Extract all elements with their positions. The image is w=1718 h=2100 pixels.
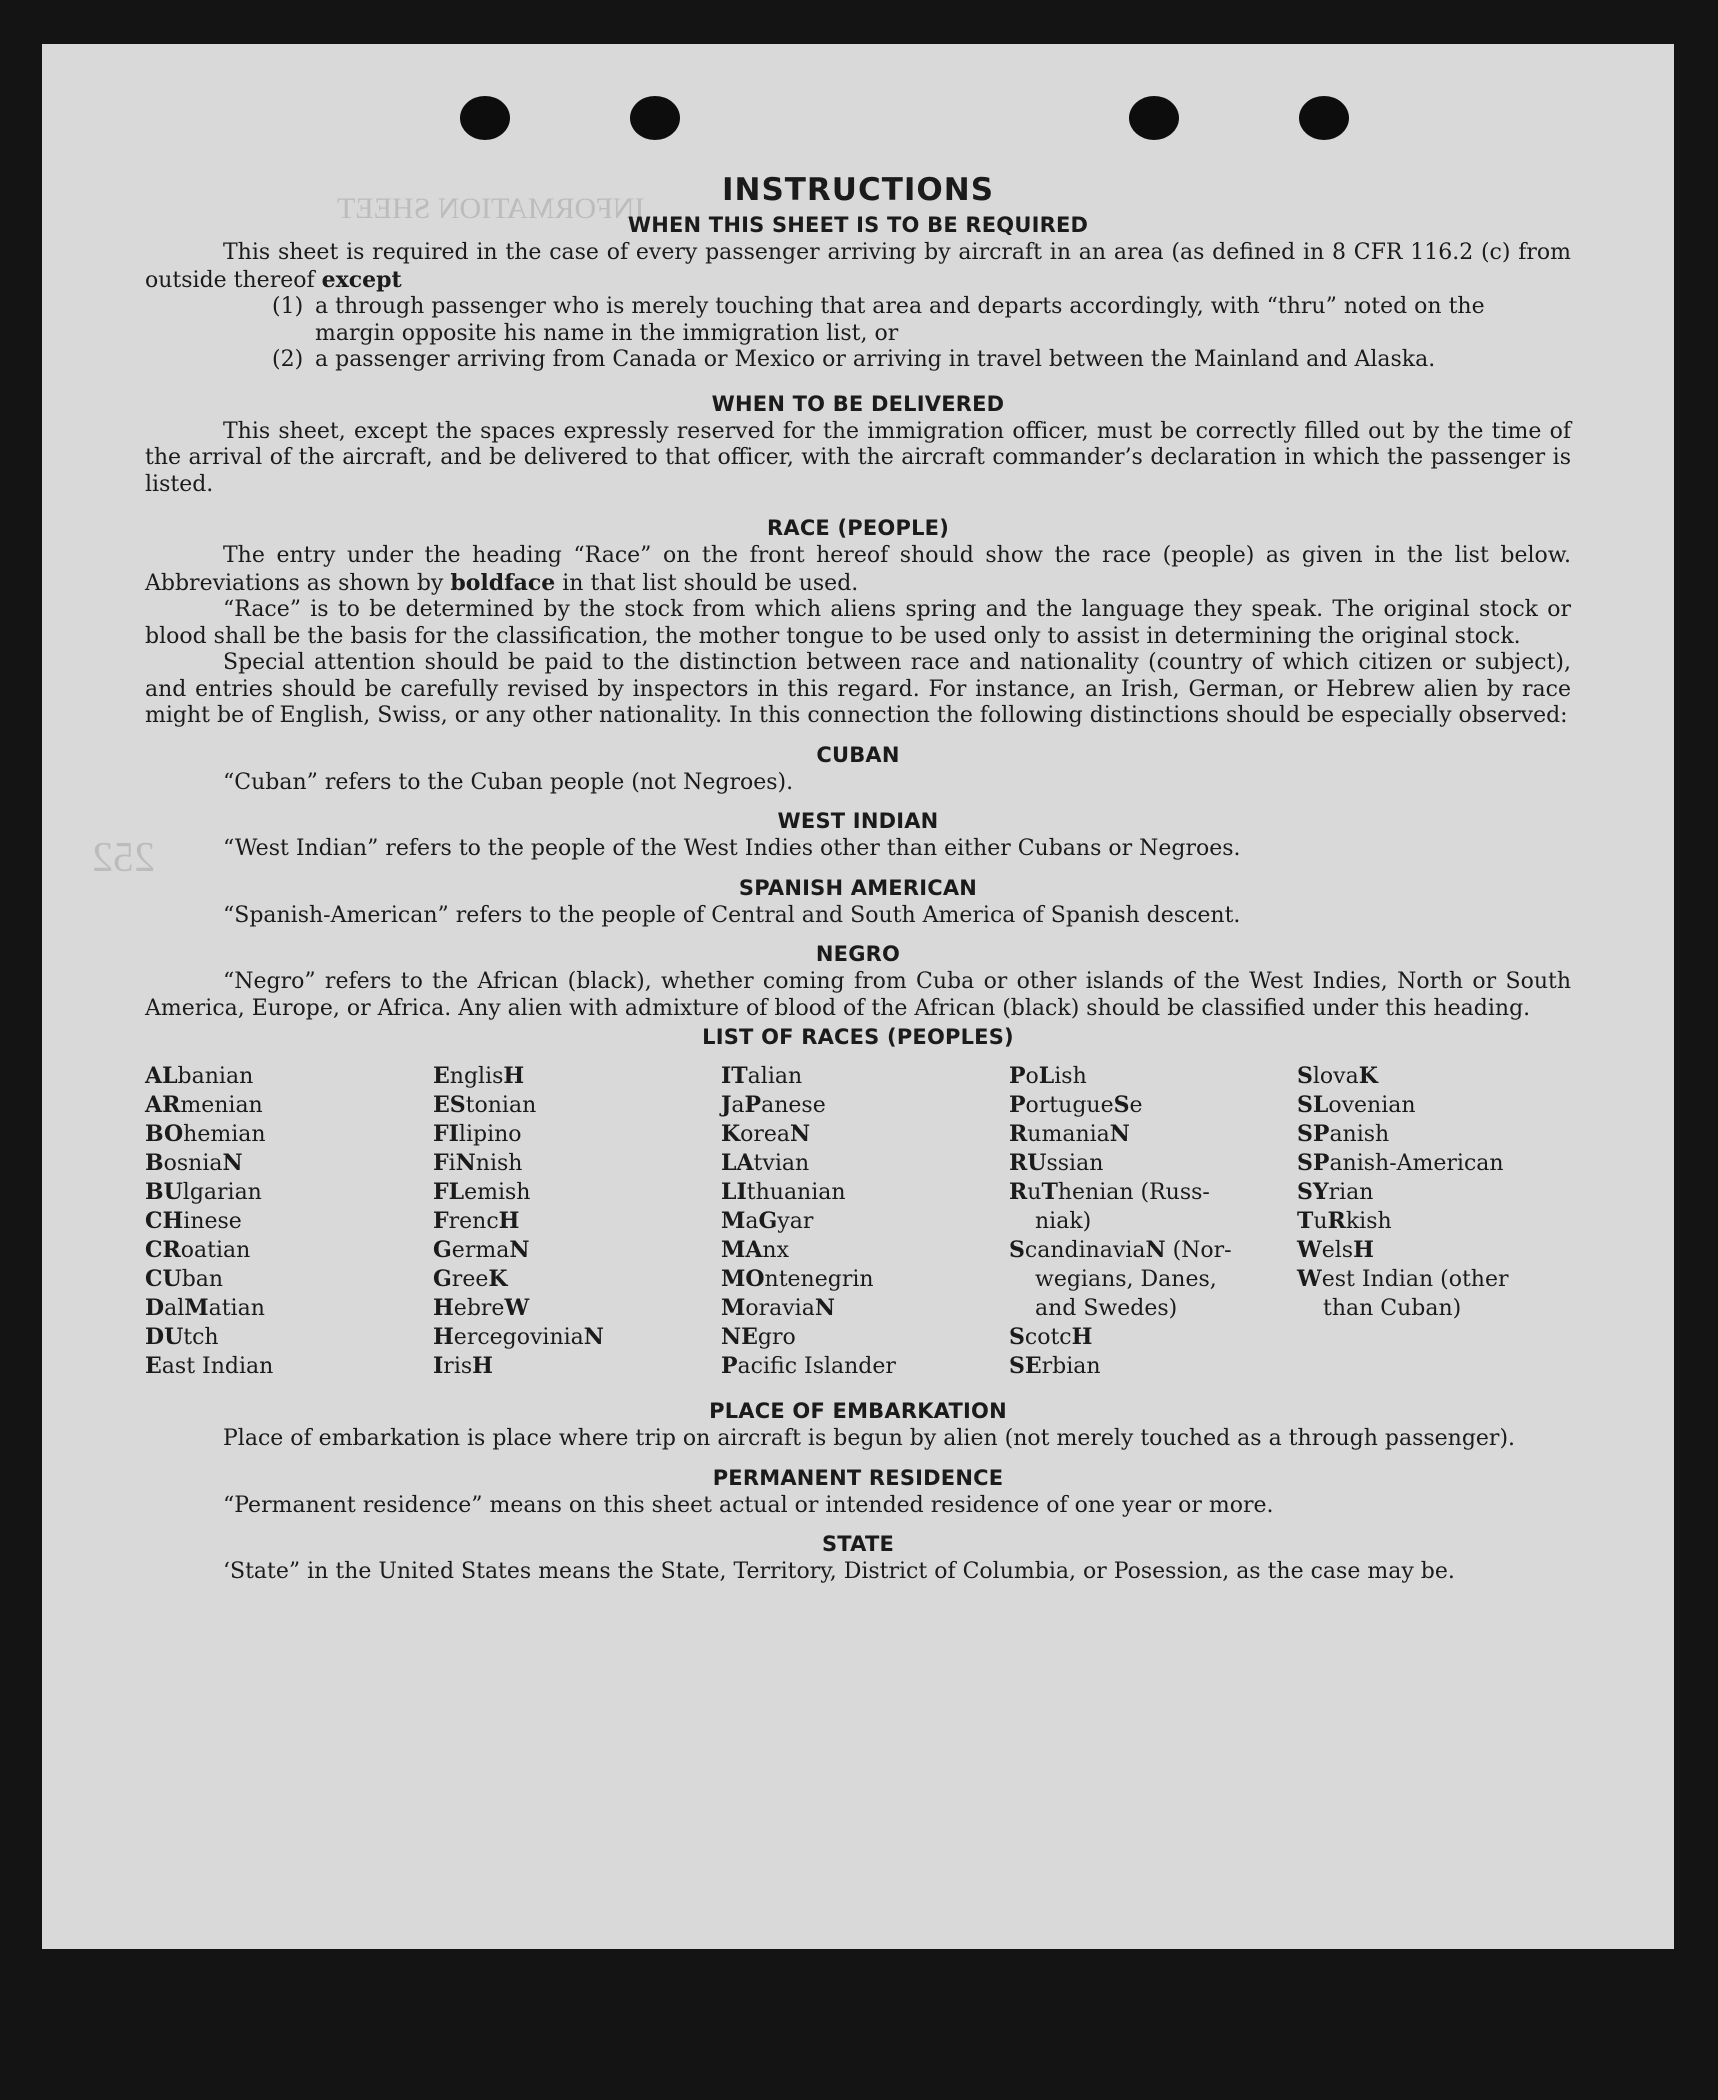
- race-entry: WelsH: [1297, 1237, 1374, 1263]
- section-heading: WEST INDIAN: [777, 809, 939, 833]
- punch-hole: [1129, 96, 1179, 140]
- race-entry: ITalian: [721, 1063, 803, 1089]
- race-entry: and Swedes): [1035, 1296, 1178, 1321]
- race-entry: GreeK: [433, 1266, 508, 1292]
- section-heading: PERMANENT RESIDENCE: [712, 1465, 1004, 1490]
- race-entry: EStonian: [433, 1092, 537, 1118]
- section-heading: STATE: [821, 1532, 895, 1556]
- section-heading: PLACE OF EMBARKATION: [709, 1399, 1007, 1423]
- race-entry: NEgro: [721, 1324, 796, 1350]
- paragraph: Special attention should be paid to the distinction between race and nationality (country of which citizen or subject), and entries should be carefully revised by inspectors in this regard. For instance, an Irish, German, or Hebrew alien by race might be of English, Swiss, or any other nationality. In this connection the following distinctions should be especially observed:: [145, 650, 1571, 728]
- section-heading: WHEN THIS SHEET IS TO BE REQUIRED: [627, 213, 1089, 237]
- race-entry: ScandinaviaN (Nor-: [1009, 1237, 1232, 1263]
- race-entry: BOhemian: [145, 1121, 266, 1147]
- page-title: INSTRUCTIONS: [721, 172, 995, 208]
- race-entry: FIlipino: [433, 1121, 522, 1147]
- list-item: (1) a through passenger who is merely touching that area and departs accordingly, with “thru” noted on the margin opposite his name in the immigration list, or: [272, 294, 1485, 346]
- races-table: [145, 1062, 1571, 1381]
- race-entry: JaPanese: [721, 1092, 826, 1118]
- race-entry: RuThenian (Russ-: [1009, 1179, 1210, 1205]
- bleed-through-text: 252: [92, 835, 155, 881]
- paragraph: ‘State” in the United States means the State, Territory, District of Columbia, or Posession, as the case may be.: [223, 1559, 1455, 1584]
- race-entry: MAnx: [721, 1237, 789, 1263]
- race-entry: CRoatian: [145, 1237, 251, 1263]
- race-entry: DalMatian: [145, 1295, 265, 1321]
- race-entry: SlovaK: [1297, 1063, 1378, 1089]
- race-entry: MoraviaN: [721, 1295, 835, 1321]
- race-entry: CUban: [145, 1266, 224, 1292]
- paragraph: Place of embarkation is place where trip on aircraft is begun by alien (not merely touched as a through passenger).: [223, 1426, 1516, 1451]
- race-entry: SErbian: [1009, 1353, 1101, 1379]
- race-entry: RUssian: [1009, 1150, 1104, 1176]
- section-heading: RACE (PEOPLE): [767, 516, 949, 540]
- race-entry: ALbanian: [145, 1063, 254, 1089]
- document-page: [42, 44, 1674, 1949]
- race-entry: FLemish: [433, 1179, 531, 1205]
- race-entry: ScotcH: [1009, 1324, 1093, 1350]
- section-heading: LIST OF RACES (PEOPLES): [702, 1025, 1014, 1049]
- race-entry: PoLish: [1009, 1063, 1087, 1089]
- race-entry: SYrian: [1297, 1179, 1374, 1205]
- race-entry: SLovenian: [1297, 1092, 1416, 1118]
- race-entry: Pacific Islander: [721, 1353, 896, 1379]
- race-entry: MOntenegrin: [721, 1266, 874, 1292]
- punch-hole: [630, 96, 680, 140]
- race-entry: IrisH: [433, 1353, 493, 1379]
- race-entry: HebreW: [433, 1295, 530, 1321]
- paragraph: This sheet is required in the case of every passenger arriving by aircraft in an area (as defined in 8 CFR 116.2 (c) from outside thereof except: [145, 240, 1571, 293]
- section-heading: NEGRO: [815, 942, 901, 966]
- race-entry: KoreaN: [721, 1121, 811, 1147]
- race-entry: RumaniaN: [1009, 1121, 1130, 1147]
- race-empty-cell: [1297, 1323, 1571, 1352]
- race-entry: wegians, Danes,: [1035, 1267, 1217, 1292]
- punch-hole: [460, 96, 510, 140]
- section-heading: CUBAN: [816, 742, 900, 767]
- race-entry: EnglisH: [433, 1063, 525, 1089]
- condition-list: [272, 294, 1571, 374]
- paragraph: “Permanent residence” means on this sheet actual or intended residence of one year or more.: [223, 1492, 1274, 1518]
- race-entry: than Cuban): [1323, 1296, 1462, 1321]
- race-entry: FrencH: [433, 1208, 520, 1234]
- paragraph: The entry under the heading “Race” on the front hereof should show the race (people) as given in the list below. Abbreviations as shown by boldface in that list should be used.: [145, 543, 1571, 596]
- race-entry: TuRkish: [1297, 1208, 1392, 1234]
- race-entry: MaGyar: [721, 1208, 814, 1234]
- punch-hole: [1299, 96, 1349, 140]
- list-item: (2) a passenger arriving from Canada or Mexico or arriving in travel between the Mainland and Alaska.: [272, 347, 1436, 372]
- paragraph: “West Indian” refers to the people of the West Indies other than either Cubans or Negroes.: [223, 836, 1241, 861]
- race-entry: niak): [1035, 1209, 1092, 1234]
- race-entry: DUtch: [145, 1324, 219, 1350]
- race-entry: BosniaN: [145, 1150, 243, 1176]
- bleed-through-text: INFORMATION SHEET: [337, 192, 645, 225]
- paragraph: “Cuban” refers to the Cuban people (not Negroes).: [223, 769, 794, 795]
- race-entry: BUlgarian: [145, 1179, 262, 1205]
- race-entry: CHinese: [145, 1208, 242, 1234]
- race-entry: LIthuanian: [721, 1179, 846, 1205]
- race-empty-cell: [1297, 1352, 1571, 1381]
- paragraph: “Negro” refers to the African (black), whether coming from Cuba or other islands of the West Indies, North or South America, Europe, or Africa. Any alien with admixture of blood of the African (black) should be classified under this heading.: [145, 969, 1571, 1021]
- instructions-body: [145, 170, 1571, 1586]
- race-entry: East Indian: [145, 1353, 274, 1379]
- race-entry: ARmenian: [145, 1092, 263, 1118]
- race-entry: HercegoviniaN: [433, 1324, 604, 1350]
- race-entry: SPanish: [1297, 1121, 1390, 1147]
- race-entry: West Indian (other: [1297, 1266, 1509, 1292]
- paragraph: This sheet, except the spaces expressly reserved for the immigration officer, must be correctly filled out by the time of the arrival of the aircraft, and be delivered to that officer, with the aircraft commander’s declaration in which the passenger is listed.: [145, 418, 1571, 497]
- race-entry: SPanish-American: [1297, 1150, 1504, 1176]
- paragraph: “Race” is to be determined by the stock from which aliens spring and the language they speak. The original stock or blood shall be the basis for the classification, the mother tongue to be used only to assist in determining the original stock.: [145, 597, 1571, 649]
- race-entry: GermaN: [433, 1237, 530, 1263]
- section-heading: WHEN TO BE DELIVERED: [711, 391, 1005, 416]
- race-entry: LAtvian: [721, 1150, 810, 1176]
- race-entry: FiNnish: [433, 1150, 523, 1176]
- paragraph: “Spanish-American” refers to the people of Central and South America of Spanish descent.: [223, 902, 1241, 928]
- race-entry: PortugueSe: [1009, 1092, 1143, 1118]
- section-heading: SPANISH AMERICAN: [738, 875, 978, 900]
